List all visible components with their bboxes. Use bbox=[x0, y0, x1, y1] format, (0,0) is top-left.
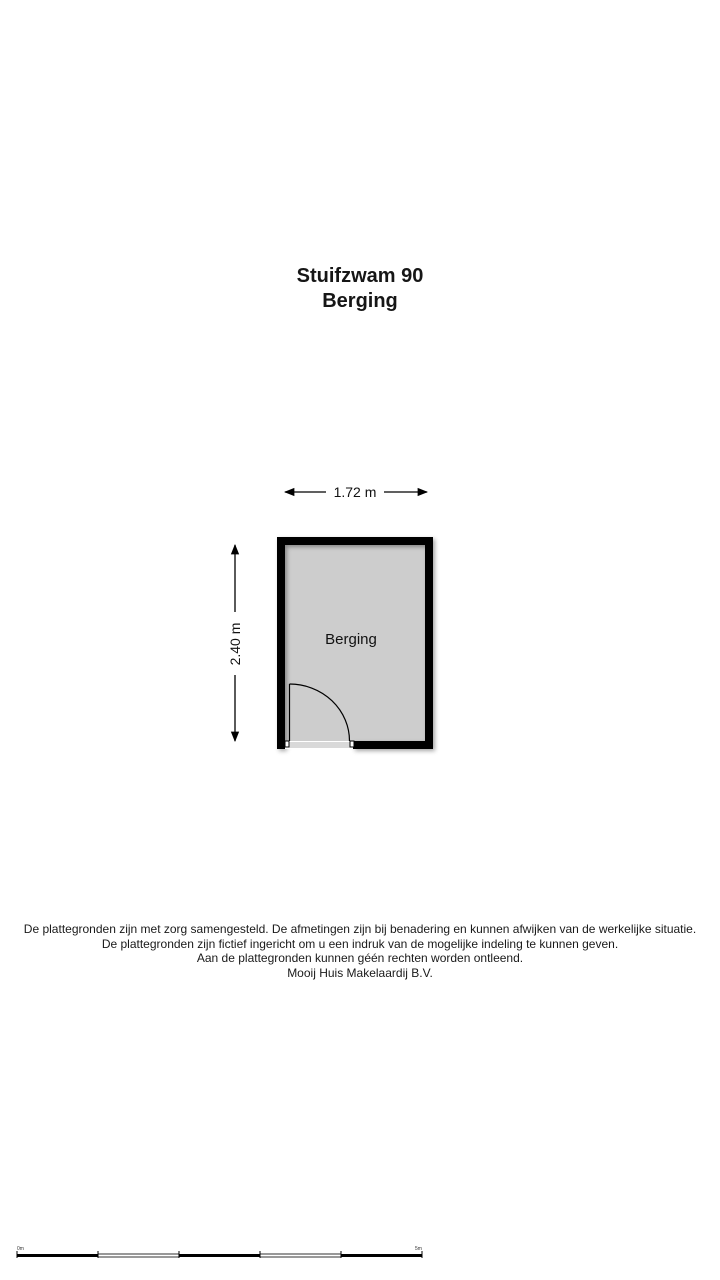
scale-start-label: 0m bbox=[17, 1246, 24, 1252]
disclaimer-line-1: De plattegronden zijn met zorg samengesteld. De afmetingen zijn bij benadering en kunnen afwijken van de werkelijke situatie. bbox=[23, 922, 697, 936]
room-label: Berging bbox=[325, 631, 377, 648]
width-dimension bbox=[285, 484, 427, 500]
width-label: 1.72 m bbox=[333, 484, 377, 500]
scale-segments bbox=[17, 1251, 422, 1258]
wall-left bbox=[277, 537, 285, 749]
height-label: 2.40 m bbox=[227, 622, 243, 666]
scale-end-label: 5m bbox=[415, 1246, 422, 1252]
floor-subtitle: Berging bbox=[322, 290, 398, 312]
disclaimer-line-2: De plattegronden zijn fictief ingericht om u een indruk van de mogelijke indeling te kunnen geven. bbox=[101, 936, 619, 951]
wall-bottom-right bbox=[353, 741, 433, 749]
door-jamb-right bbox=[350, 741, 354, 747]
door-jamb-left bbox=[285, 741, 289, 747]
disclaimer-line-3: Aan de plattegronden kunnen géén rechten worden ontleend. bbox=[196, 951, 524, 965]
wall-right bbox=[425, 537, 433, 749]
scale-bar bbox=[0, 1240, 720, 1264]
room-berging bbox=[277, 537, 433, 749]
disclaimer-line-4: Mooij Huis Makelaardij B.V. bbox=[287, 965, 433, 980]
height-dimension bbox=[227, 545, 243, 741]
address-title: Stuifzwam 90 bbox=[296, 265, 424, 287]
wall-top bbox=[277, 537, 433, 545]
disclaimer bbox=[0, 922, 720, 980]
